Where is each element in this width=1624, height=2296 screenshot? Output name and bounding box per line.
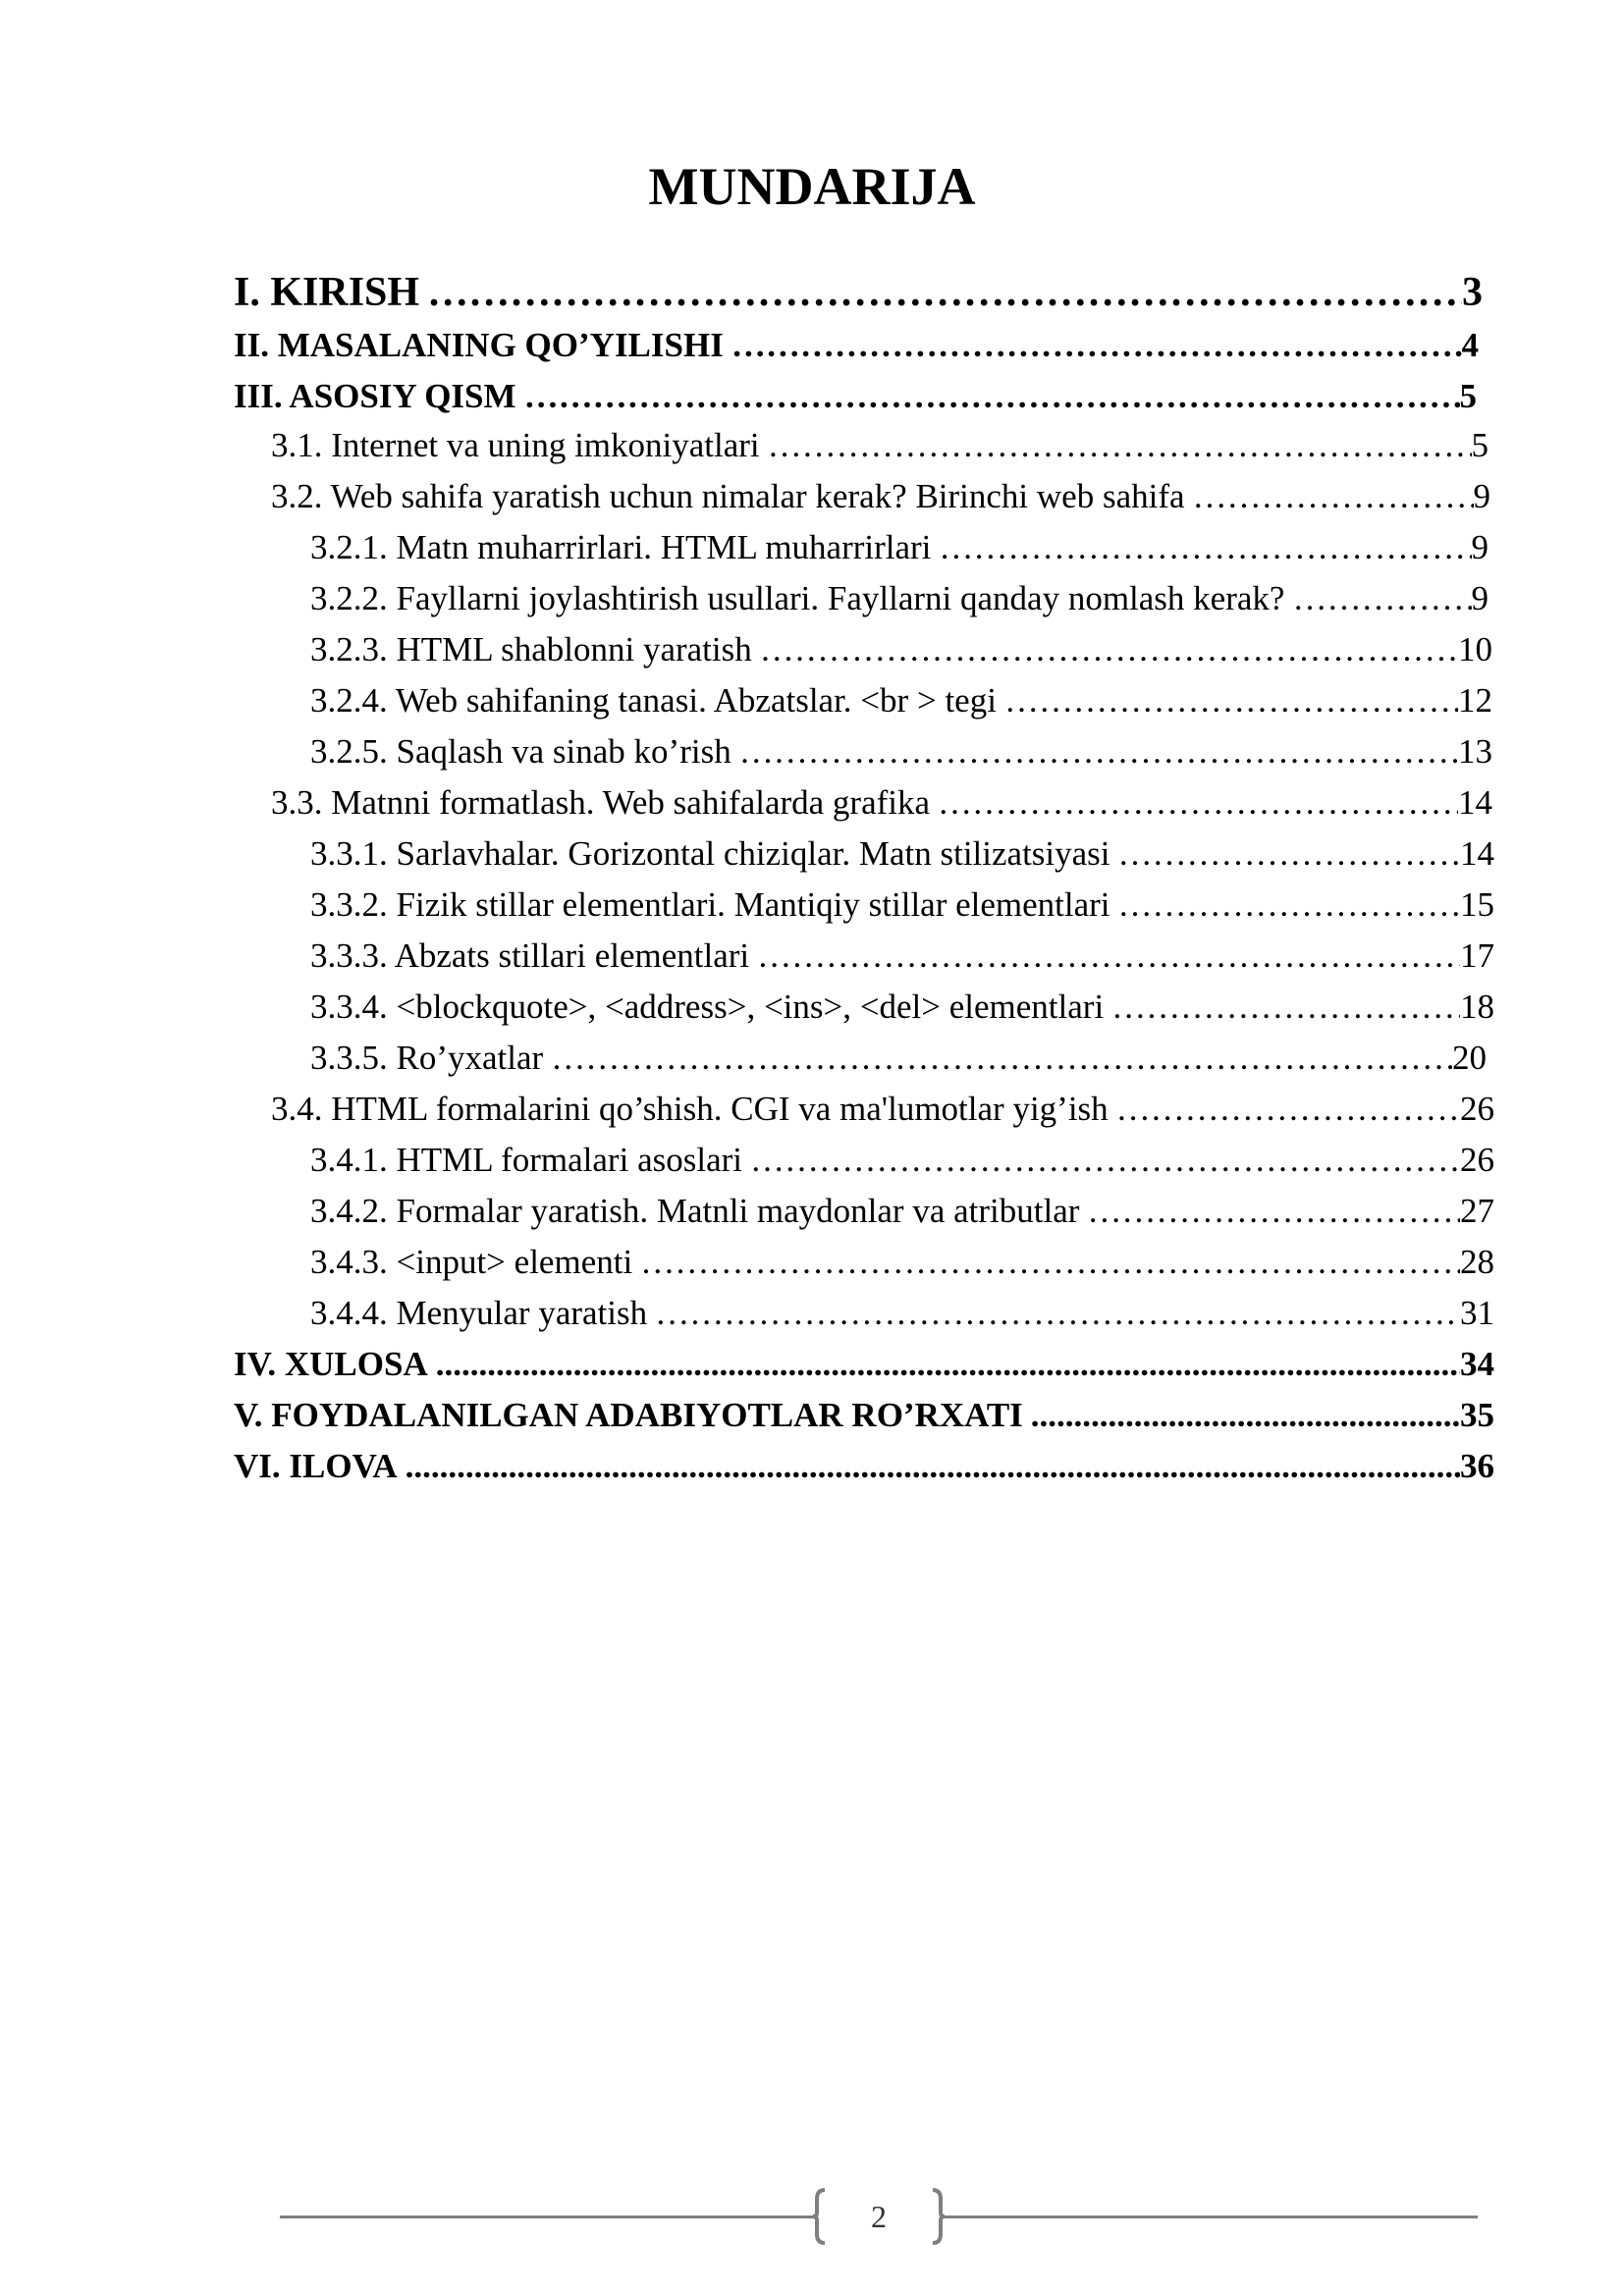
toc-entry-label: I. KIRISH	[234, 270, 420, 315]
toc-entry-page: 12	[1458, 681, 1492, 720]
toc-entry-page: 34	[1460, 1345, 1494, 1383]
toc-entry-label: III. ASOSIY QISM	[234, 377, 516, 415]
toc-entry-label: V. FOYDALANILGAN ADABIYOTLAR RO’RXATI	[234, 1396, 1023, 1434]
toc-entry	[310, 988, 1494, 1039]
toc-entry	[310, 528, 1489, 579]
toc-entry	[271, 477, 1490, 528]
toc-leader-dots	[516, 377, 1460, 416]
toc-leader-dots	[731, 732, 1458, 772]
toc-entry-page: 15	[1460, 885, 1494, 924]
toc-entry-page: 18	[1460, 988, 1494, 1026]
toc-entry	[310, 936, 1494, 988]
toc-entry-label: VI. ILOVA	[234, 1447, 398, 1485]
toc-entry	[310, 579, 1489, 630]
toc-leader-dots	[1110, 834, 1460, 874]
toc-entry-label: 3.4. HTML formalarini qo’shish. CGI va ma'lumotlar yig’ish	[271, 1090, 1109, 1128]
toc-entry	[271, 426, 1489, 477]
toc-entry	[310, 630, 1492, 681]
toc-entry-label: 3.3.2. Fizik stillar elementlari. Mantiqiy stillar elementlari	[310, 885, 1110, 924]
toc-entry-page: 27	[1460, 1192, 1494, 1230]
toc-entry	[310, 681, 1492, 732]
toc-entry	[310, 1192, 1494, 1243]
toc-leader-dots	[543, 1039, 1452, 1078]
toc-leader-dots	[1079, 1192, 1460, 1231]
page-number: 2	[871, 2199, 887, 2234]
toc-entry-page: 17	[1460, 936, 1494, 975]
toc-leader-dots	[931, 528, 1471, 567]
toc-entry-label: 3.2.5. Saqlash va sinab ko’rish	[310, 732, 731, 771]
toc-entry-page: 31	[1460, 1294, 1494, 1332]
toc-leader-dots	[930, 783, 1458, 823]
toc-entry	[310, 1039, 1487, 1090]
toc-entry-label: 3.3.3. Abzats stillari elementlari	[310, 936, 750, 975]
toc-entry	[310, 834, 1494, 885]
toc-entry-page: 28	[1460, 1243, 1494, 1281]
toc-entry-label: 3.4.2. Formalar yaratish. Matnli maydonlar va atributlar	[310, 1192, 1080, 1230]
toc-entry-label: 3.4.4. Menyular yaratish	[310, 1294, 648, 1332]
toc-entry-page: 5	[1471, 426, 1489, 464]
toc-entry	[310, 1294, 1494, 1345]
toc-entry-page: 20	[1452, 1039, 1487, 1077]
toc-entry-page: 5	[1459, 377, 1477, 415]
toc-leader-dots	[724, 326, 1462, 365]
toc-entry-label: 3.2.2. Fayllarni joylashtirish usullari. Fayllarni qanday nomlash kerak?	[310, 579, 1285, 617]
toc-leader-dots	[997, 681, 1458, 721]
toc-entry-page: 36	[1460, 1447, 1494, 1485]
toc-leader-dots	[632, 1243, 1460, 1282]
toc-entry	[234, 269, 1483, 320]
toc-entry-label: 3.4.3. <input> elementi	[310, 1243, 633, 1281]
toc-entry-label: 3.3. Matnni formatlash. Web sahifalarda grafika	[271, 783, 931, 822]
toc-entry-page: 14	[1458, 783, 1492, 822]
footer-rule-right	[943, 2216, 1478, 2218]
left-bracket-icon	[811, 2187, 831, 2246]
toc-entry-page: 9	[1473, 477, 1490, 515]
toc-leader-dots	[1284, 579, 1471, 618]
toc-entry-page: 35	[1460, 1396, 1494, 1434]
toc-entry	[234, 1447, 1494, 1498]
toc-leader-dots	[742, 1141, 1460, 1180]
toc-entry	[234, 377, 1477, 428]
toc-entry-page: 9	[1471, 528, 1489, 566]
toc-leader-dots	[752, 630, 1458, 669]
toc-leader-dots	[1104, 988, 1460, 1027]
toc-leader-dots	[647, 1294, 1460, 1333]
toc-entry	[234, 1345, 1494, 1396]
toc-entry-page: 26	[1460, 1141, 1494, 1179]
toc-entry	[271, 1090, 1494, 1141]
toc-leader-dots	[1023, 1396, 1460, 1435]
toc-entry	[310, 1141, 1494, 1192]
toc-entry-label: 3.3.4. <blockquote>, <address>, <ins>, <del> elementlari	[310, 988, 1105, 1026]
toc-entry-page: 10	[1458, 630, 1492, 668]
toc-leader-dots	[1110, 885, 1460, 925]
toc-entry-label: 3.1. Internet va uning imkoniyatlari	[271, 426, 760, 464]
toc-entry-label: IV. XULOSA	[234, 1345, 428, 1383]
toc-entry-page: 3	[1462, 270, 1483, 315]
toc-entry	[271, 783, 1492, 834]
toc-entry-label: 3.4.1. HTML formalari asoslari	[310, 1141, 742, 1179]
toc-entry-label: 3.2. Web sahifa yaratish uchun nimalar kerak? Birinchi web sahifa	[271, 477, 1185, 515]
toc-entry-label: 3.3.1. Sarlavhalar. Gorizontal chiziqlar. Matn stilizatsiyasi	[310, 834, 1110, 873]
toc-entry-page: 9	[1471, 579, 1489, 617]
toc-entry-label: 3.2.3. HTML shablonni yaratish	[310, 630, 752, 668]
toc-entry	[234, 326, 1479, 377]
toc-entry	[310, 732, 1492, 783]
toc-entry-page: 4	[1461, 326, 1479, 364]
toc-entry-label: 3.2.4. Web sahifaning tanasi. Abzatslar. <br > tegi	[310, 681, 997, 720]
toc-leader-dots	[749, 936, 1460, 976]
toc-entry	[234, 1396, 1494, 1447]
toc-entry-page: 14	[1460, 834, 1494, 873]
toc-leader-dots	[760, 426, 1472, 465]
toc-entry	[310, 1243, 1494, 1294]
page-footer	[0, 2187, 1624, 2246]
page-title: MUNDARIJA	[648, 157, 976, 216]
toc-leader-dots	[428, 1345, 1460, 1384]
toc-leader-dots	[419, 269, 1462, 316]
toc-entry-label: II. MASALANING QO’YILISHI	[234, 326, 724, 364]
toc-leader-dots	[398, 1447, 1460, 1486]
footer-rule-left	[280, 2216, 815, 2218]
toc-leader-dots	[1109, 1090, 1460, 1129]
toc-entry-label: 3.2.1. Matn muharrirlari. HTML muharrirlari	[310, 528, 932, 566]
toc-entry-page: 13	[1458, 732, 1492, 771]
toc-entry-page: 26	[1460, 1090, 1494, 1128]
toc-entry	[310, 885, 1494, 936]
toc-leader-dots	[1185, 477, 1474, 516]
toc-entry-label: 3.3.5. Ro’yxatlar	[310, 1039, 544, 1077]
